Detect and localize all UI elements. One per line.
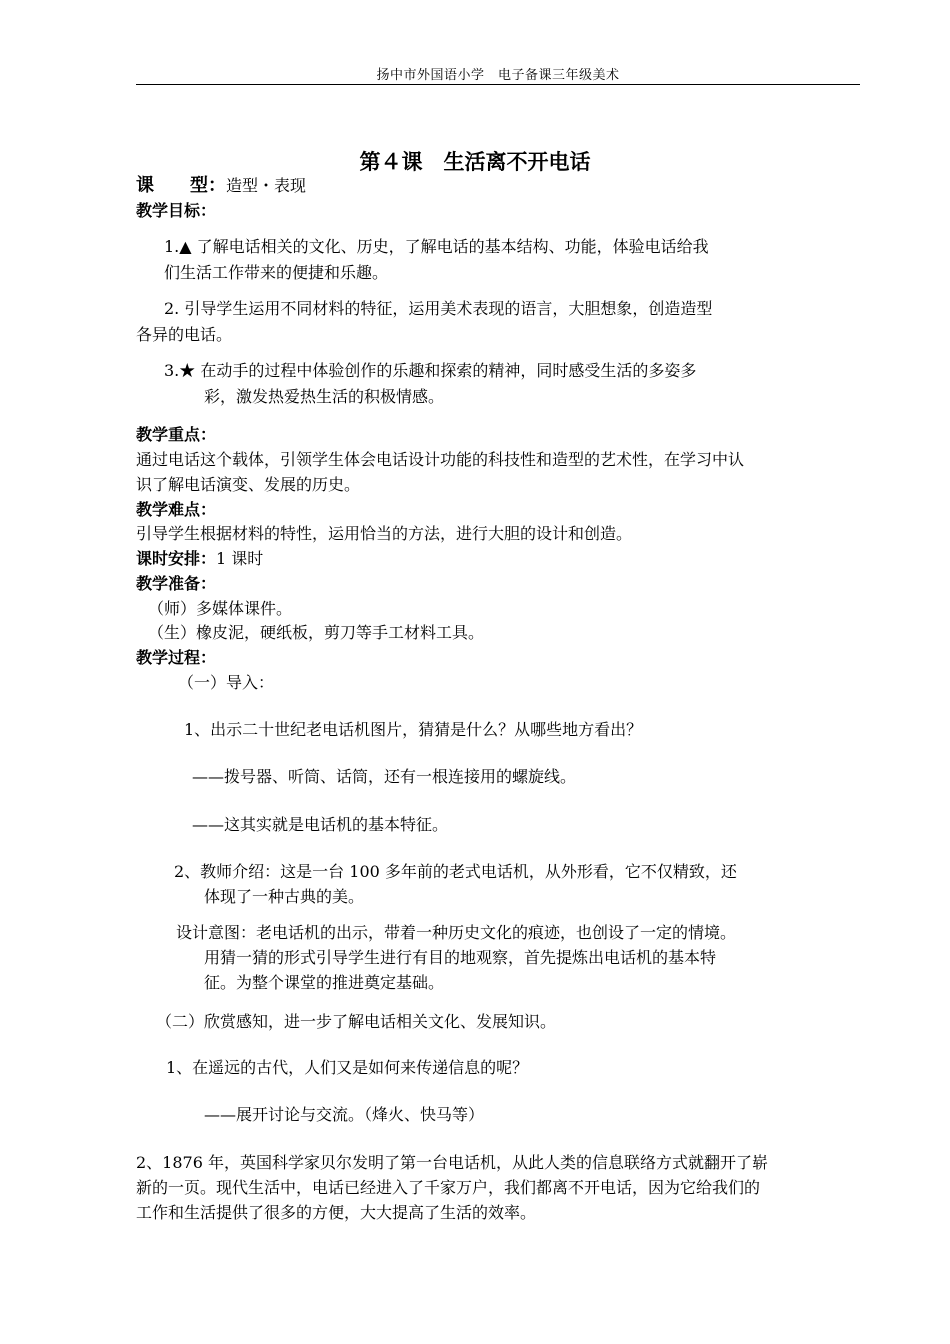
part1-answer-2: ——这其实就是电话机的基本特征。: [192, 815, 449, 834]
preparation-label: 教学准备：: [136, 574, 217, 593]
part1-heading: （一）导入：: [178, 673, 275, 692]
lesson-type-value: 造型・表现: [226, 176, 307, 195]
key-points-line-1: 通过电话这个载体，引领学生体会电话设计功能的科技性和造型的艺术性，在学习中认: [136, 450, 745, 469]
part1-question-2-line-1: 2、教师介绍：这是一台 100 多年前的老式电话机，从外形看，它不仅精致，还: [174, 862, 737, 881]
objective-2-line-1: 2. 引导学生运用不同材料的特征，运用美术表现的语言，大胆想象，创造造型: [164, 299, 713, 318]
design-intent-line-1: 设计意图：老电话机的出示，带着一种历史文化的痕迹，也创设了一定的情境。: [176, 923, 737, 942]
objective-3-line-1: 3.★ 在动手的过程中体验创作的乐趣和探索的精神，同时感受生活的多姿多: [164, 361, 697, 380]
objective-1-line-2: 们生活工作带来的便捷和乐趣。: [164, 263, 389, 282]
preparation-student: （生）橡皮泥，硬纸板，剪刀等手工材料工具。: [148, 623, 485, 642]
process-label: 教学过程：: [136, 648, 217, 667]
page-header: 扬中市外国语小学 电子备课三年级美术: [376, 68, 620, 83]
lesson-type-label: 课 型：: [136, 175, 226, 196]
design-intent-line-2: 用猜一猜的形式引导学生进行有目的地观察，首先提炼出电话机的基本特: [204, 948, 717, 967]
design-intent-line-3: 征。为整个课堂的推进奠定基础。: [204, 973, 445, 992]
part2-paragraph-2-line-3: 工作和生活提供了很多的方便，大大提高了生活的效率。: [136, 1203, 537, 1222]
key-points-label: 教学重点：: [136, 425, 217, 444]
lesson-title: 第４课 生活离不开电话: [359, 150, 591, 174]
part2-question-1: 1、在遥远的古代，人们又是如何来传递信息的呢？: [166, 1058, 529, 1077]
part2-answer-1: ——展开讨论与交流。（烽火、快马等）: [204, 1105, 485, 1124]
part2-heading: （二）欣赏感知，进一步了解电话相关文化、发展知识。: [156, 1012, 557, 1031]
header-divider: [136, 84, 860, 85]
schedule-value: 1 课时: [216, 549, 264, 568]
difficulties-line-1: 引导学生根据材料的特性，运用恰当的方法，进行大胆的设计和创造。: [136, 524, 633, 543]
part2-paragraph-2-line-1: 2、1876 年，英国科学家贝尔发明了第一台电话机，从此人类的信息联络方式就翻开了崭: [136, 1153, 768, 1172]
objective-3-line-2: 彩，激发热爱热生活的积极情感。: [204, 387, 445, 406]
key-points-line-2: 识了解电话演变、发展的历史。: [136, 475, 361, 494]
objective-1-line-1: 1.▲ 了解电话相关的文化、历史，了解电话的基本结构、功能，体验电话给我: [164, 237, 709, 256]
objective-2-line-2: 各异的电话。: [136, 325, 233, 344]
objectives-label: 教学目标：: [136, 201, 217, 220]
schedule-label: 课时安排：: [136, 549, 217, 568]
part1-question-2-line-2: 体现了一种古典的美。: [204, 887, 365, 906]
part2-paragraph-2-line-2: 新的一页。现代生活中，电话已经进入了千家万户，我们都离不开电话，因为它给我们的: [136, 1178, 761, 1197]
lesson-type-row: [136, 175, 306, 197]
difficulties-label: 教学难点：: [136, 500, 217, 519]
part1-question-1: 1、出示二十世纪老电话机图片，猜猜是什么？从哪些地方看出？: [184, 720, 643, 739]
preparation-teacher: （师）多媒体课件。: [148, 599, 293, 618]
part1-answer-1: ——拨号器、听筒、话筒，还有一根连接用的螺旋线。: [192, 767, 577, 786]
schedule-row: [136, 548, 263, 570]
